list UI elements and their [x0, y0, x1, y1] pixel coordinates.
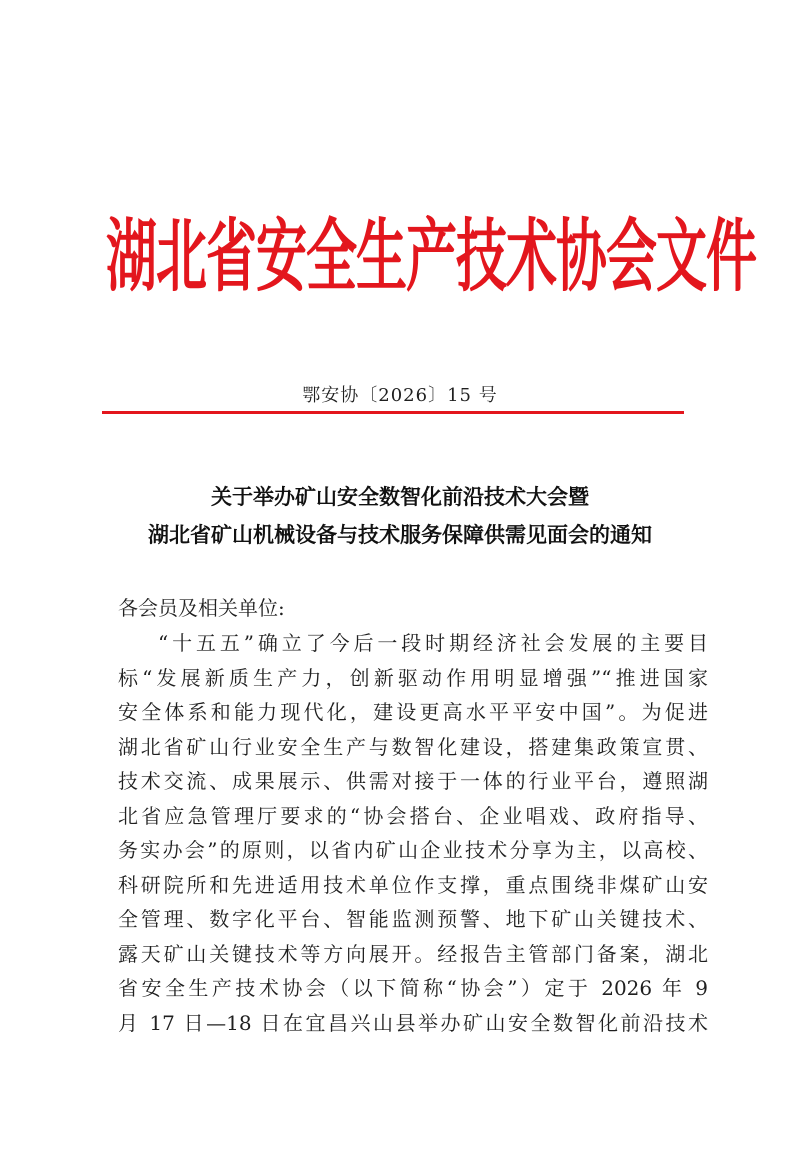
notice-title	[0, 478, 800, 554]
title-line-1: 关于举办矿山安全数智化前沿技术大会暨	[211, 485, 589, 509]
title-line-2: 湖北省矿山机械设备与技术服务保障供需见面会的通知	[148, 523, 652, 547]
body-line: 月 17 日—18 日在宜昌兴山县举办矿山安全数智化前沿技术	[118, 1010, 708, 1035]
body-line: 湖北省矿山行业安全生产与数智化建设，搭建集政策宣贯、	[118, 734, 708, 759]
document-number: 鄂安协〔2026〕15 号	[302, 385, 498, 406]
body-line: 省安全生产技术协会（以下简称“协会”）定于 2026 年 9	[118, 976, 708, 1000]
body-line: 技术交流、成果展示、供需对接于一体的行业平台，遵照湖	[118, 769, 708, 793]
body-line: “十五五”确立了今后一段时期经济社会发展的主要目	[158, 631, 708, 655]
issuer-heading: 湖北省安全生产技术协会文件	[106, 210, 757, 304]
body-line: 北省应急管理厅要求的“协会搭台、企业唱戏、政府指导、	[118, 803, 708, 828]
body-line: 务实办会”的原则，以省内矿山企业技术分享为主，以高校、	[118, 838, 708, 862]
body-line: 标“发展新质生产力，创新驱动作用明显增强”“推进国家	[118, 665, 708, 690]
red-separator-line	[102, 411, 684, 414]
body-line: 全管理、数字化平台、智能监测预警、地下矿山关键技术、	[118, 907, 708, 931]
body-line: 科研院所和先进适用技术单位作支撑，重点围绕非煤矿山安	[118, 872, 708, 897]
body-paragraph	[118, 626, 708, 1040]
salutation: 各会员及相关单位:	[118, 596, 285, 620]
body-line: 露天矿山关键技术等方向展开。经报告主管部门备案，湖北	[118, 941, 708, 966]
body-line: 安全体系和能力现代化，建设更高水平平安中国”。为促进	[118, 700, 708, 724]
